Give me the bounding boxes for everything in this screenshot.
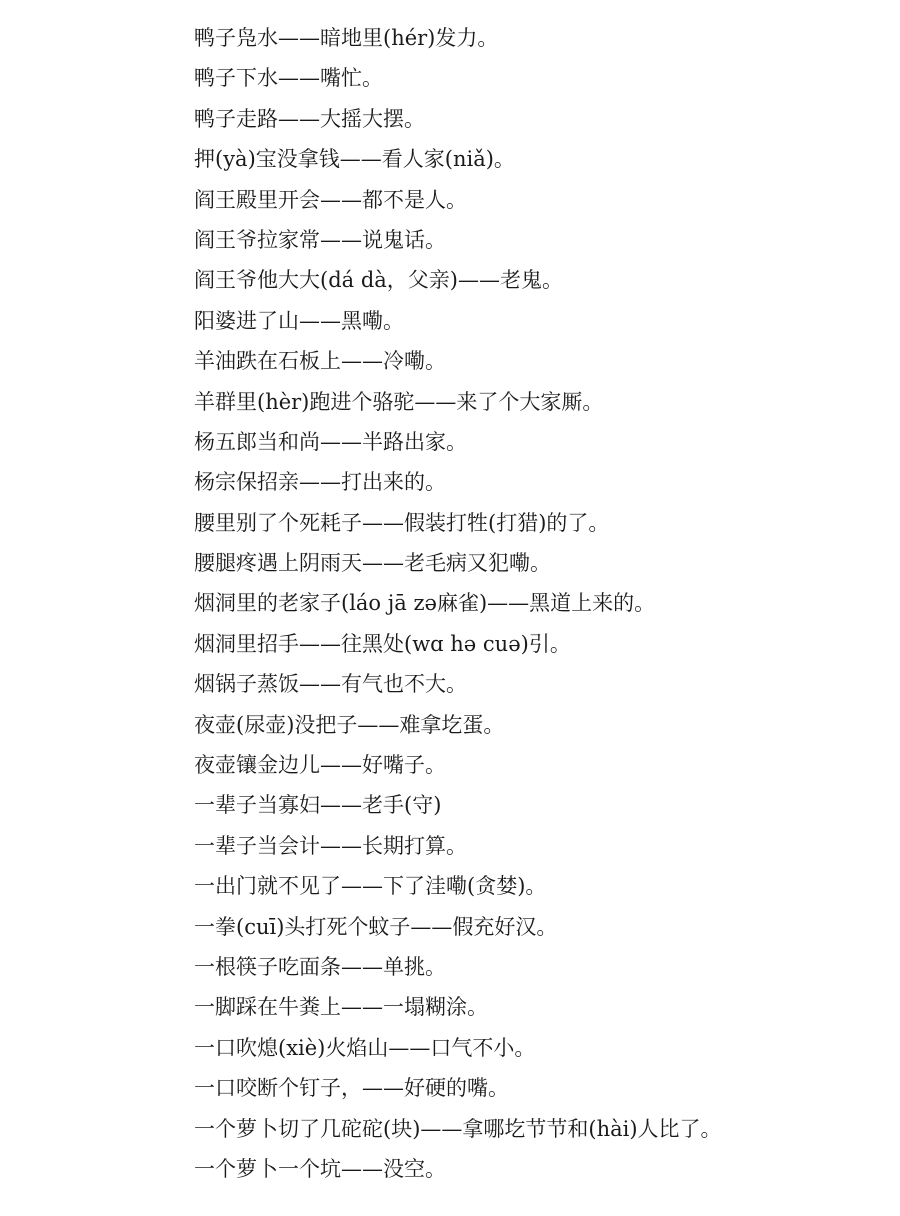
proverb-line: 阳婆进了山——黑嘞。 bbox=[194, 308, 404, 333]
proverb-line: 鸭子凫水——暗地里(hér)发力。 bbox=[194, 26, 499, 50]
proverb-line: 一辈子当寡妇——老手(守) bbox=[194, 793, 442, 818]
proverb-line: 烟锅子蒸饭——有气也不大。 bbox=[194, 672, 467, 697]
proverb-line: 夜壶镶金边儿——好嘴子。 bbox=[194, 753, 446, 778]
proverb-line: 夜壶(尿壶)没把子——难拿圪蛋。 bbox=[194, 712, 505, 737]
proverb-line: 阎王爷他大大(dá dà，父亲)——老鬼。 bbox=[194, 268, 563, 293]
proverb-line: 羊油跌在石板上——冷嘞。 bbox=[194, 349, 446, 374]
proverb-line: 一拳(cuī)头打死个蚊子——假充好汉。 bbox=[194, 914, 558, 939]
proverb-line: 一口咬断个钉子，——好硬的嘴。 bbox=[194, 1076, 509, 1101]
proverb-line: 杨宗保招亲——打出来的。 bbox=[194, 470, 446, 495]
proverb-line: 阎王爷拉家常——说鬼话。 bbox=[194, 227, 446, 252]
proverb-line: 押(yà)宝没拿钱——看人家(niǎ)。 bbox=[194, 147, 515, 172]
proverb-line: 腰里别了个死耗子——假装打牲(打猎)的了。 bbox=[194, 510, 610, 535]
proverb-line: 腰腿疼遇上阴雨天——老毛病又犯嘞。 bbox=[194, 551, 551, 576]
proverb-line: 烟洞里的老家子(láo jā zə麻雀)——黑道上来的。 bbox=[194, 591, 656, 616]
proverb-line: 烟洞里招手——往黑处(wɑ hə cuə)引。 bbox=[194, 631, 571, 656]
proverb-line: 一口吹熄(xiè)火焰山——口气不小。 bbox=[194, 1035, 536, 1060]
proverb-line: 一出门就不见了——下了洼嘞(贪婪)。 bbox=[194, 874, 547, 899]
proverb-list bbox=[194, 18, 884, 1189]
proverb-line: 一脚踩在牛粪上——一塌糊涂。 bbox=[194, 995, 488, 1020]
proverb-line: 鸭子下水——嘴忙。 bbox=[194, 66, 383, 91]
proverb-line: 羊群里(hèr)跑进个骆驼——来了个大家厮。 bbox=[194, 389, 604, 414]
proverb-line: 一个萝卜一个坑——没空。 bbox=[194, 1156, 446, 1181]
proverb-line: 一辈子当会计——长期打算。 bbox=[194, 833, 467, 858]
proverb-line: 阎王殿里开会——都不是人。 bbox=[194, 187, 467, 212]
proverb-line: 一根筷子吃面条——单挑。 bbox=[194, 954, 446, 979]
proverb-line: 一个萝卜切了几砣砣(块)——拿哪圪节节和(hài)人比了。 bbox=[194, 1116, 722, 1141]
proverb-line: 杨五郎当和尚——半路出家。 bbox=[194, 429, 467, 454]
proverb-line: 鸭子走路——大摇大摆。 bbox=[194, 106, 425, 131]
